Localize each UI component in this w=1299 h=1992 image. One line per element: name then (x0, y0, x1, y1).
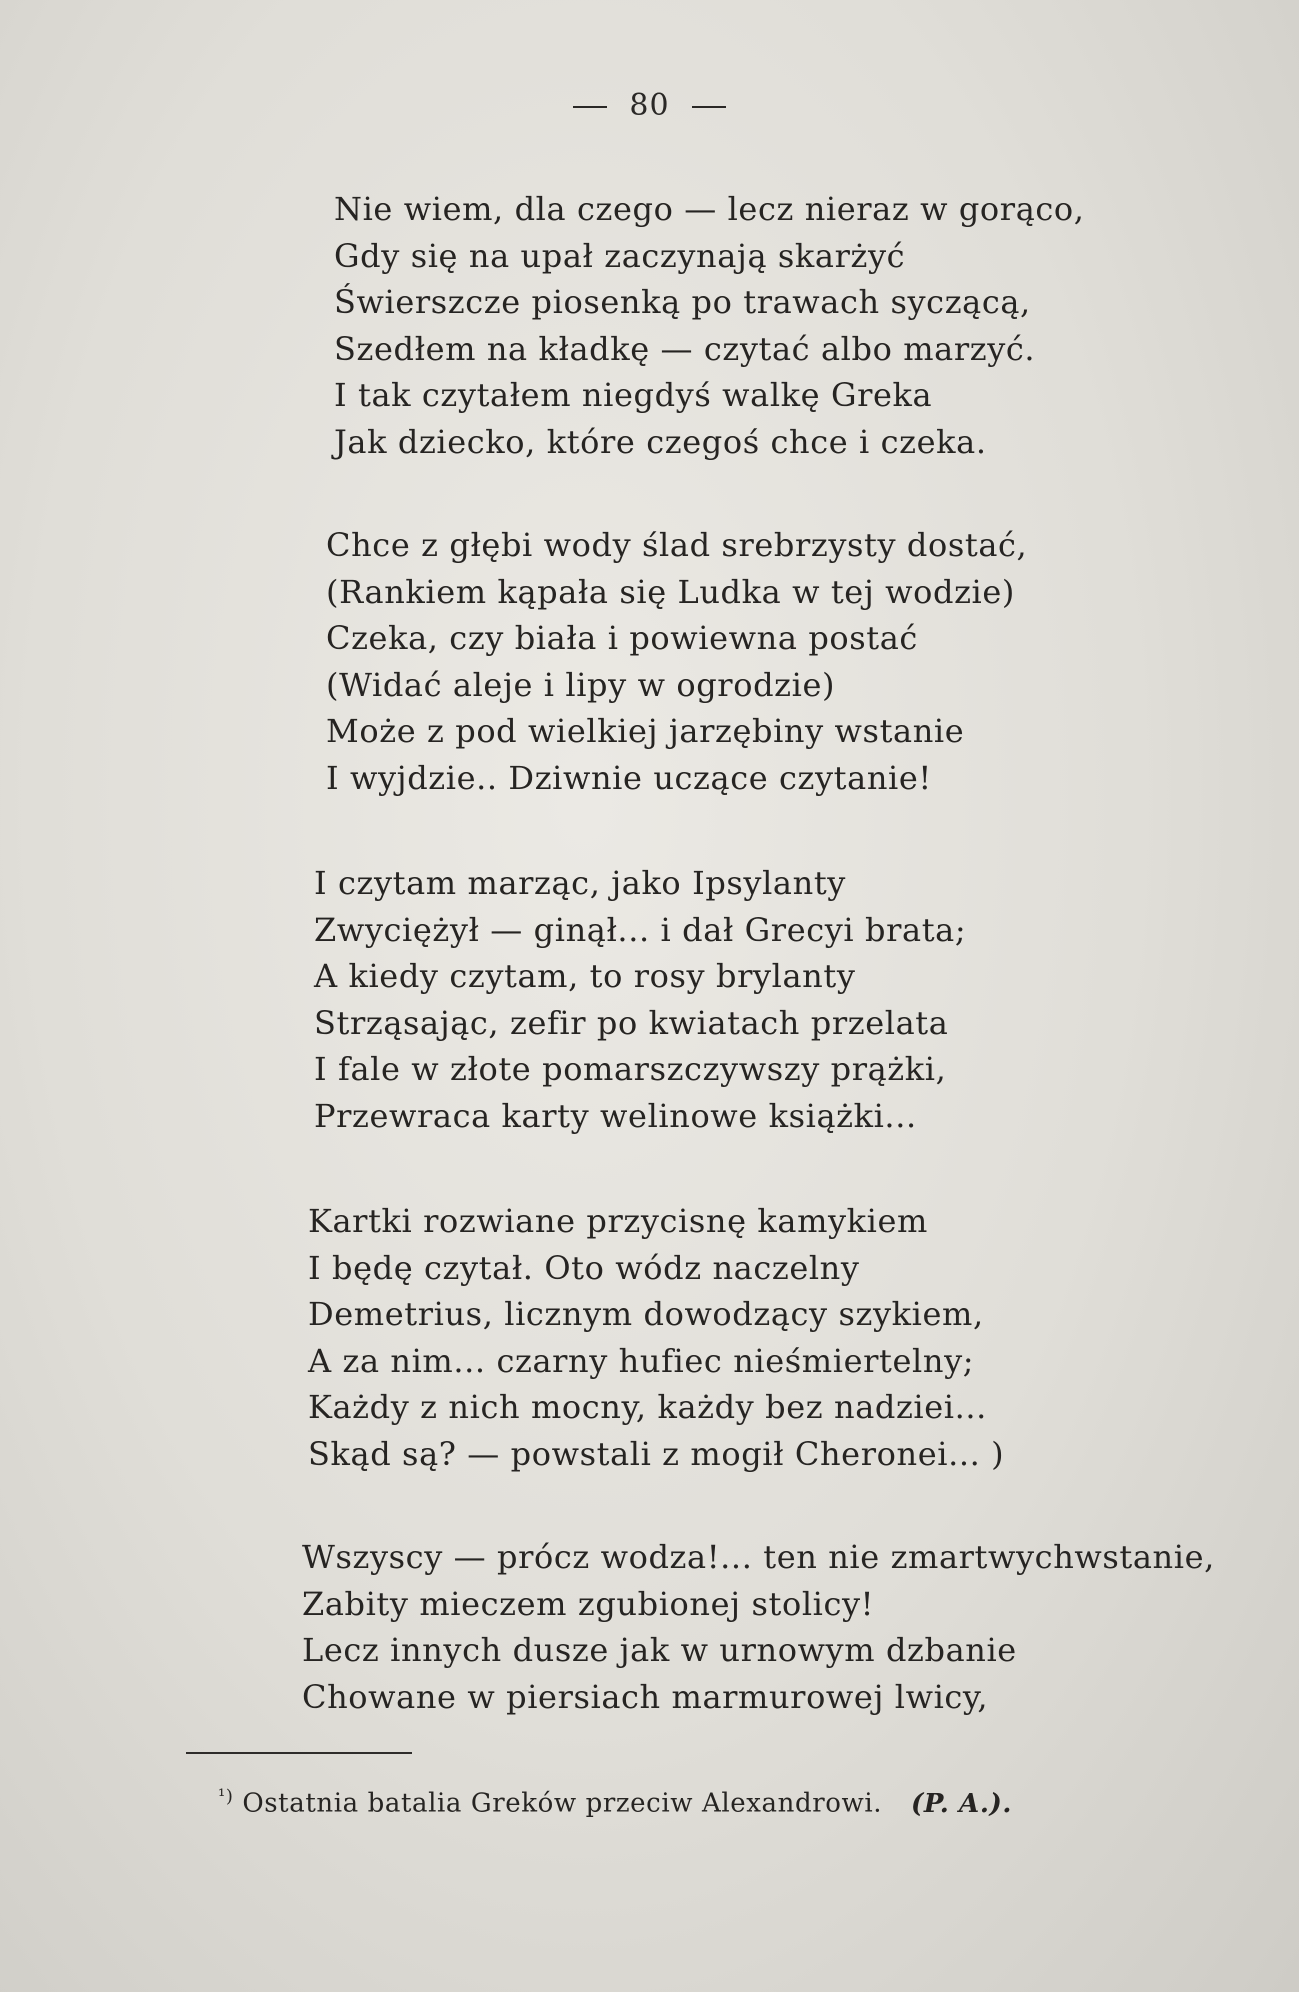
footnote (218, 1786, 1012, 1819)
verse-line: Chce z głębi wody ślad srebrzysty dostać, (326, 526, 1028, 564)
verse-line: A kiedy czytam, to rosy brylanty (314, 957, 856, 995)
verse-line: Demetrius, licznym dowodzący szykiem, (308, 1295, 984, 1333)
verse-line: Przewraca karty welinowe książki... (314, 1096, 917, 1135)
verse-line: Nie wiem, dla czego — lecz nieraz w gorąco, (334, 190, 1085, 228)
verse-line: Skąd są? — powstali z mogił Cheronei... ) (308, 1434, 1005, 1473)
verse-line: Każdy z nich mocny, każdy bez nadziei... (308, 1388, 987, 1426)
stanza-5 (302, 1534, 1215, 1720)
verse-line: Kartki rozwiane przycisnę kamykiem (308, 1202, 928, 1240)
page-number-dash-right (692, 106, 726, 108)
verse-line: A za nim... czarny hufiec nieśmiertelny; (308, 1341, 975, 1380)
verse-line: Wszyscy — prócz wodza!... ten nie zmartwychwstanie, (302, 1538, 1215, 1576)
verse-line: I czytam marząc, jako Ipsylanty (314, 864, 846, 902)
verse-line: Zwyciężył — ginął... i dał Grecyi brata; (314, 910, 967, 949)
footnote-attribution: (P. A.). (911, 1788, 1013, 1819)
footnote-rule (186, 1752, 412, 1754)
verse-line: I tak czytałem niegdyś walkę Greka (334, 376, 933, 414)
verse-line: I fale w złote pomarszczywszy prążki, (314, 1050, 947, 1088)
verse-line: I wyjdzie.. Dziwnie uczące czytanie! (326, 758, 932, 797)
verse-line: Strząsając, zefir po kwiatach przelata (314, 1003, 949, 1042)
verse-line: Gdy się na upał zaczynają skarżyć (334, 236, 906, 275)
stanza-4 (308, 1198, 1004, 1477)
verse-line: Może z pod wielkiej jarzębiny wstanie (326, 712, 965, 750)
verse-line: (Widać aleje i lipy w ogrodzie) (326, 665, 836, 704)
stanza-1 (334, 186, 1085, 465)
stanza-2 (326, 522, 1027, 801)
footnote-text: Ostatnia batalia Greków przeciw Alexandrowi. (242, 1788, 883, 1819)
verse-line: Czeka, czy biała i powiewna postać (326, 619, 918, 657)
verse-line: I będę czytał. Oto wódz naczelny (308, 1248, 860, 1287)
verse-line: Szedłem na kładkę — czytać albo marzyć. (334, 329, 1036, 368)
stanza-3 (314, 860, 966, 1139)
footnote-marker: ¹) (218, 1786, 234, 1807)
page-number-value: 80 (629, 88, 670, 123)
verse-line: (Rankiem kąpała się Ludka w tej wodzie) (326, 572, 1015, 611)
verse-line: Jak dziecko, które czegoś chce i czeka. (334, 422, 987, 461)
page-number (0, 88, 1299, 123)
verse-line: Świerszcze piosenką po trawach syczącą, (334, 283, 1031, 321)
verse-line: Lecz innych dusze jak w urnowym dzbanie (302, 1631, 1017, 1669)
verse-line: Zabity mieczem zgubionej stolicy! (302, 1584, 875, 1623)
verse-line: Chowane w piersiach marmurowej lwicy, (302, 1677, 989, 1716)
page-number-dash-left (573, 106, 607, 108)
